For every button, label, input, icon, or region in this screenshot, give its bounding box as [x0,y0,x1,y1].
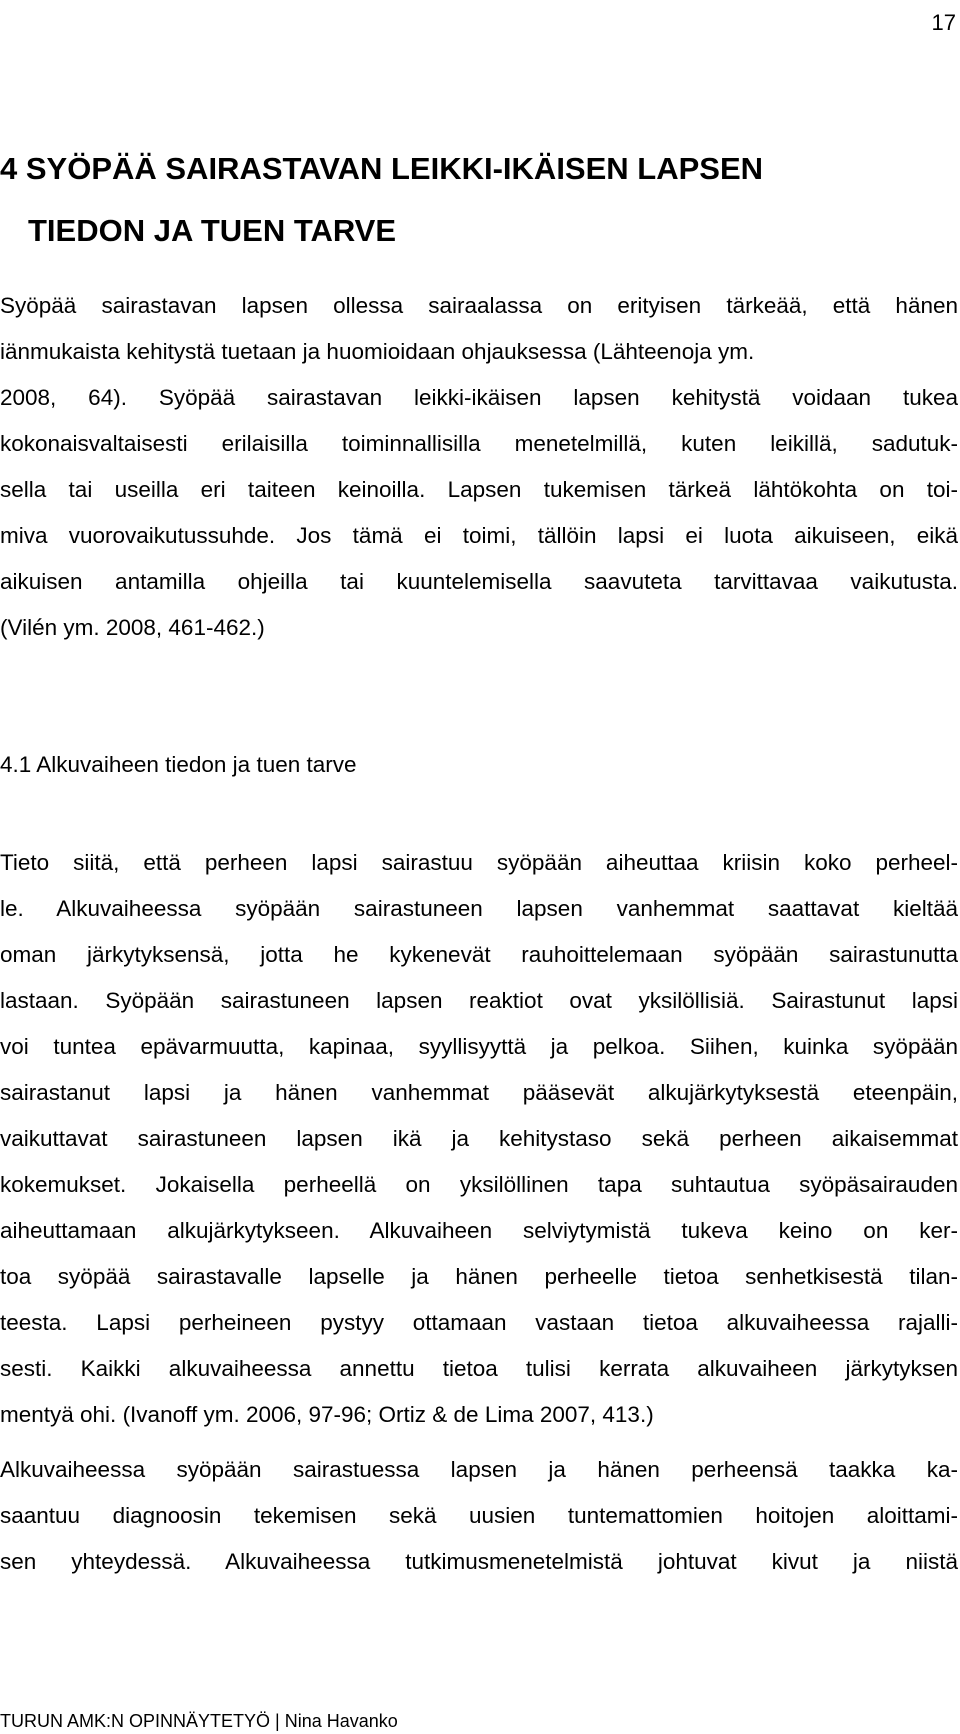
text-line: Tieto siitä, että perheen lapsi sairastuu syöpään aiheuttaa kriisin koko perheel- [0,850,958,875]
section-heading: 4.1 Alkuvaiheen tiedon ja tuen tarve [0,752,357,777]
text-line: toa syöpää sairastavalle lapselle ja hänen perheelle tietoa senhetkisestä tilan- [0,1264,958,1289]
text-line: miva vuorovaikutussuhde. Jos tämä ei toimi, tällöin lapsi ei luota aikuiseen, eikä [0,523,958,548]
paragraph-initial-phase [0,840,958,1438]
chapter-heading-line: TIEDON JA TUEN TARVE [28,213,397,248]
text-line: sairastanut lapsi ja hänen vanhemmat pääsevät alkujärkytyksestä eteenpäin, [0,1080,958,1105]
text-line: kokemukset. Jokaisella perheellä on yksilöllinen tapa suhtautua syöpäsairauden [0,1172,958,1197]
text-line: 2008, 64). Syöpää sairastavan leikki-ikäisen lapsen kehitystä voidaan tukea [0,385,958,410]
text-line: lastaan. Syöpään sairastuneen lapsen reaktiot ovat yksilöllisiä. Sairastunut lapsi [0,988,958,1013]
text-line: mentyä ohi. (Ivanoff ym. 2006, 97-96; Ortiz & de Lima 2007, 413.) [0,1402,654,1427]
text-line: teesta. Lapsi perheineen pystyy ottamaan vastaan tietoa alkuvaiheessa rajalli- [0,1310,958,1335]
text-line: voi tuntea epävarmuutta, kapinaa, syyllisyyttä ja pelkoa. Siihen, kuinka syöpään [0,1034,958,1059]
text-line: saantuu diagnoosin tekemisen sekä uusien tuntemattomien hoitojen aloittami- [0,1503,958,1528]
text-line: aiheuttamaan alkujärkytykseen. Alkuvaiheen selviytymistä tukeva keino on ker- [0,1218,958,1243]
text-line: aikuisen antamilla ohjeilla tai kuuntelemisella saavuteta tarvittavaa vaikutusta. [0,569,958,594]
text-line: oman järkytyksensä, jotta he kykenevät rauhoittelemaan syöpään sairastunutta [0,942,958,967]
paragraph-burden [0,1447,958,1585]
text-line: le. Alkuvaiheessa syöpään sairastuneen lapsen vanhemmat saattavat kieltää [0,896,958,921]
chapter-heading-line: 4 SYÖPÄÄ SAIRASTAVAN LEIKKI-IKÄISEN LAPSEN [0,151,764,186]
chapter-heading [0,138,958,262]
page-footer: TURUN AMK:N OPINNÄYTETYÖ | Nina Havanko [0,1711,398,1731]
text-line: (Vilén ym. 2008, 461-462.) [0,615,265,640]
text-line: sesti. Kaikki alkuvaiheessa annettu tietoa tulisi kerrata alkuvaiheen järkytyksen [0,1356,958,1381]
text-line: vaikuttavat sairastuneen lapsen ikä ja kehitystaso sekä perheen aikaisemmat [0,1126,958,1151]
text-line: kokonaisvaltaisesti erilaisilla toiminnallisilla menetelmillä, kuten leikillä, sadutuk- [0,431,958,456]
text-line: Syöpää sairastavan lapsen ollessa sairaalassa on erityisen tärkeää, että hänen [0,293,958,318]
text-line: Alkuvaiheessa syöpään sairastuessa lapsen ja hänen perheensä taakka ka- [0,1457,958,1482]
page-number: 17 [931,10,956,35]
text-line: sen yhteydessä. Alkuvaiheessa tutkimusmenetelmistä johtuvat kivut ja niistä [0,1549,958,1574]
text-line: iänmukaista kehitystä tuetaan ja huomioidaan ohjauksessa (Lähteenoja ym. [0,339,755,364]
text-line: sella tai useilla eri taiteen keinoilla. Lapsen tukemisen tärkeä lähtökohta on toi- [0,477,958,502]
paragraph-intro [0,283,958,651]
